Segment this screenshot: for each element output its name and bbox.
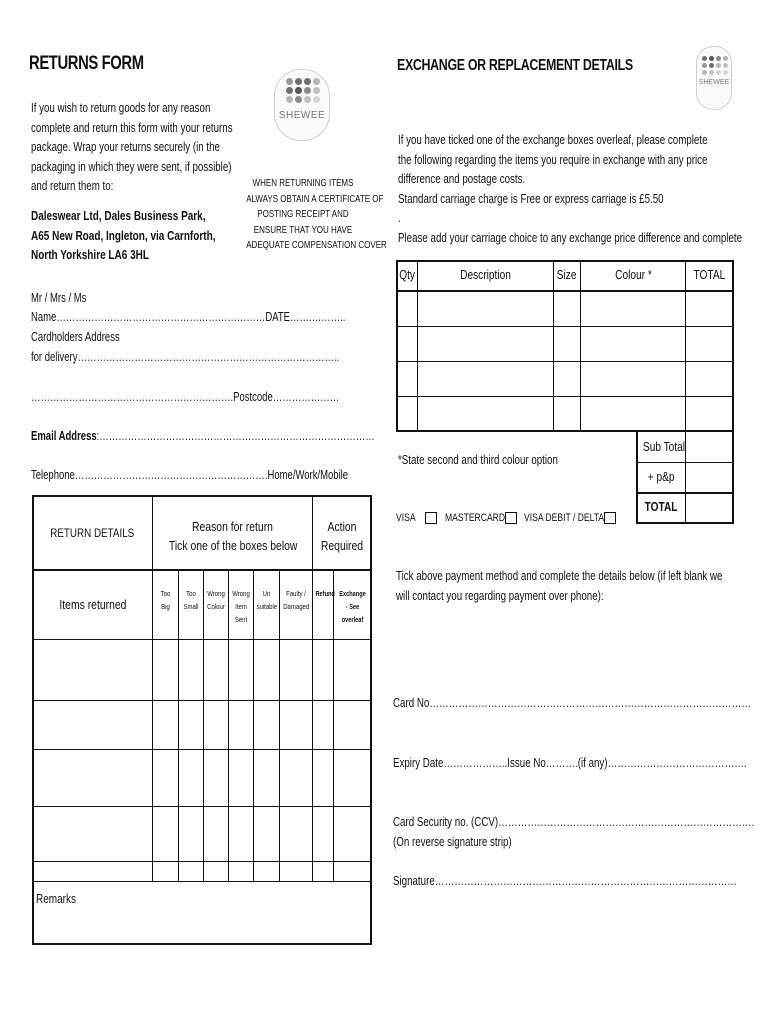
- visa-label: VISA: [396, 512, 416, 524]
- email-label: Email Address: [31, 429, 97, 443]
- ccv-note: (On reverse signature strip): [393, 835, 512, 849]
- col-size: Size: [557, 267, 577, 282]
- items-returned-label: Items returned: [58, 597, 127, 612]
- notice-line: ADEQUATE COMPENSATION COVER: [246, 240, 387, 251]
- table-rule: [580, 261, 581, 431]
- reason-faulty: Faulty / Damaged: [283, 589, 310, 611]
- reason-subtitle: Tick one of the boxes below: [168, 538, 298, 553]
- table-rule: [397, 396, 733, 397]
- table-rule: [279, 570, 280, 881]
- payment-instructions: [396, 567, 722, 606]
- name-date-field[interactable]: Name…………………………………………………………DATE…….………..: [31, 310, 346, 324]
- pp-label: + p&p: [647, 469, 675, 484]
- table-rule: [33, 749, 371, 750]
- table-rule: [637, 462, 733, 463]
- table-rule: [33, 700, 371, 701]
- col-total: TOTAL: [693, 267, 726, 282]
- return-table-border: [32, 495, 372, 945]
- notice-line: POSTING RECEIPT AND: [257, 209, 349, 220]
- table-rule: [253, 570, 254, 881]
- reason-wrong-colour: Wrong Colour: [207, 589, 225, 611]
- returns-form-title: RETURNS FORM: [29, 53, 144, 74]
- returns-intro: [31, 99, 233, 197]
- reason-too-small: Too Small: [183, 589, 199, 611]
- table-rule: [33, 806, 371, 807]
- reason-unsuitable: Un suitable: [256, 589, 278, 611]
- table-rule: [178, 570, 179, 881]
- telephone-field[interactable]: Telephone…………………………………………………….Home/Work/Mobile: [31, 468, 349, 482]
- debit-label: VISA DEBIT / DELTA: [524, 512, 605, 524]
- mastercard-label: MASTERCARD: [445, 512, 506, 524]
- action-label: Action: [327, 519, 357, 534]
- visa-checkbox[interactable]: [425, 512, 437, 524]
- postcode-field[interactable]: ……………………………………………………….Postcode…………………: [31, 390, 340, 404]
- notice-line: ALWAYS OBTAIN A CERTIFICATE OF: [246, 193, 384, 205]
- exchange-title: EXCHANGE OR REPLACEMENT DETAILS: [397, 57, 633, 74]
- subtotal-label: Sub Total: [642, 439, 686, 454]
- intro-line: If you wish to return goods for any reason: [31, 101, 211, 115]
- table-rule: [397, 361, 733, 362]
- intro-line: Standard carriage charge is Free or express carriage is £5.50: [398, 191, 664, 206]
- table-rule: [553, 261, 554, 431]
- intro-line: package. Wrap your returns securely (in the: [31, 140, 220, 154]
- address-line: North Yorkshire LA6 3HL: [31, 248, 149, 262]
- exchange-label: Exchange - See overleaf: [339, 589, 366, 624]
- salutation-label: Mr / Mrs / Ms: [31, 291, 87, 305]
- order-table-border: [396, 260, 734, 432]
- table-rule: [32, 569, 372, 571]
- exchange-intro: [398, 131, 742, 248]
- table-rule: [637, 492, 733, 494]
- col-colour: Colour *: [614, 267, 652, 282]
- total-label: TOTAL: [644, 499, 678, 514]
- email-dots: :……………………………………………………………………………: [96, 429, 375, 443]
- intro-line: If you have ticked one of the exchange boxes overleaf, please complete: [398, 133, 708, 147]
- intro-line: and return them to:: [31, 179, 114, 193]
- notice-line: WHEN RETURNING ITEMS: [252, 178, 354, 189]
- return-details-label: RETURN DETAILS: [50, 526, 135, 540]
- intro-line: .: [398, 211, 401, 225]
- table-rule: [685, 261, 686, 431]
- email-field[interactable]: [31, 427, 375, 447]
- expiry-issue-field[interactable]: Expiry Date………………..Issue No……….(if any)…………………………………….: [393, 756, 747, 770]
- col-qty: Qty: [399, 267, 416, 282]
- signature-field[interactable]: Signature…………………………………………………………………………………: [393, 874, 737, 888]
- card-number-field[interactable]: Card No………………………………………………………………………………………: [393, 696, 752, 710]
- remarks-label: Remarks: [36, 892, 77, 906]
- notice-line: ENSURE THAT YOU HAVE: [253, 224, 353, 236]
- reason-wrong-item: Wrong Item Sent: [232, 589, 250, 624]
- intro-line: Please add your carriage choice to any exchange price difference and complete: [398, 230, 742, 245]
- logo-wordmark: SHEWEE: [698, 79, 730, 86]
- intro-line: difference and postage costs.: [398, 172, 526, 186]
- intro-line: packaging in which they were sent, if possible): [31, 159, 232, 174]
- cardholder-address-label: Cardholders Address: [31, 330, 120, 344]
- returning-notice: [232, 176, 387, 254]
- shewee-logo-small: [696, 46, 732, 110]
- intro-line: complete and return this form with your returns: [31, 120, 233, 135]
- mastercard-checkbox[interactable]: [505, 512, 517, 524]
- ccv-field[interactable]: Card Security no. (CCV)…………………………………………………………………….: [393, 815, 755, 829]
- intro-line: the following regarding the items you require in exchange with any price: [398, 152, 708, 167]
- debit-checkbox[interactable]: [604, 512, 616, 524]
- col-description: Description: [460, 267, 511, 282]
- refund-label: Refund: [315, 589, 335, 598]
- table-rule: [396, 290, 734, 292]
- table-rule: [33, 861, 371, 862]
- table-rule: [397, 326, 733, 327]
- table-rule: [33, 881, 371, 882]
- delivery-address-field[interactable]: for delivery………………………………………………………………………..: [31, 350, 340, 364]
- table-rule: [203, 570, 204, 881]
- required-label: Required: [320, 538, 364, 553]
- shewee-logo: [274, 69, 330, 141]
- instructions-line: will contact you regarding payment over phone):: [396, 588, 604, 603]
- table-rule: [417, 261, 418, 431]
- table-rule: [685, 431, 686, 523]
- colour-note: *State second and third colour option: [398, 453, 558, 467]
- reason-too-big: Too Big: [160, 589, 171, 611]
- instructions-line: Tick above payment method and complete the details below (if left blank we: [396, 569, 723, 583]
- address-line: A65 New Road, Ingleton, via Carnforth,: [31, 228, 216, 243]
- logo-wordmark: SHEWEE: [278, 110, 326, 121]
- return-address: [31, 207, 215, 266]
- table-rule: [33, 639, 371, 640]
- reason-title: Reason for return: [192, 519, 273, 534]
- address-line: Daleswear Ltd, Dales Business Park,: [31, 209, 206, 223]
